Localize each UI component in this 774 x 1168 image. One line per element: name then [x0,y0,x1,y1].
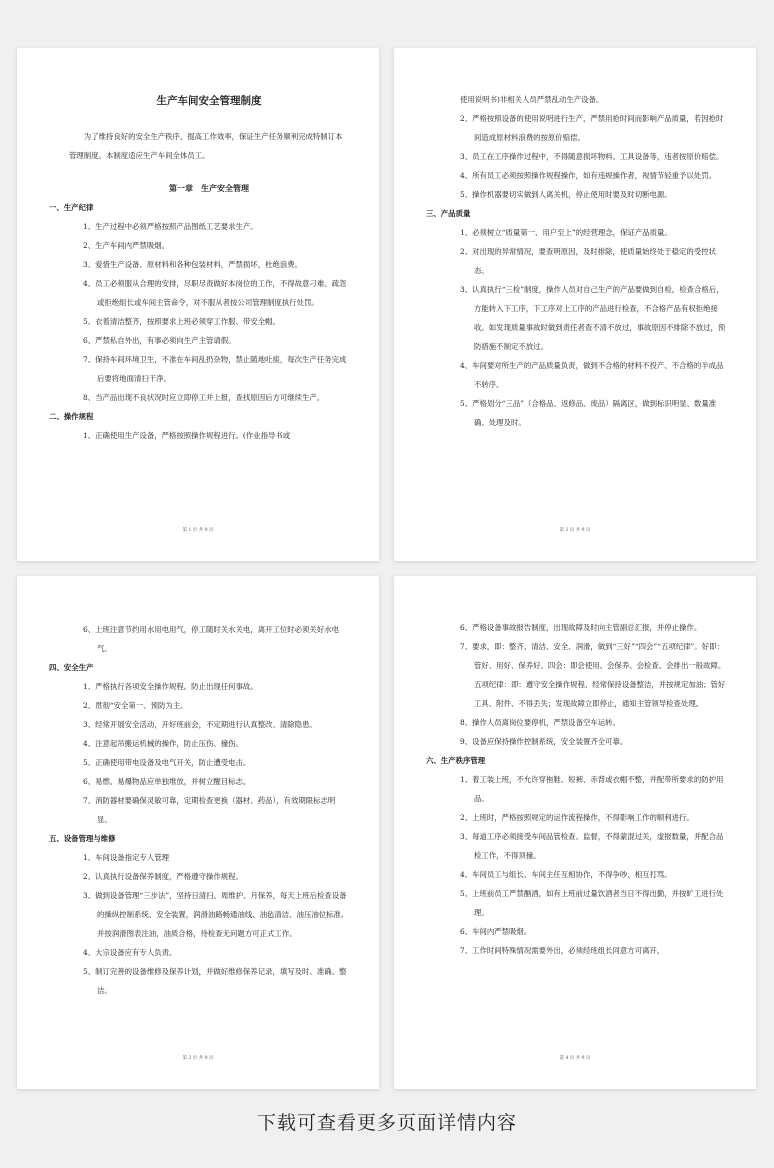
section-heading: 五、设备管理与维修 [49,834,116,843]
list-item: 3、做到设备管理“三步法”，坚持日清扫、周维护、月保养，每天上班后检查设备的操纵控制系统、安全装置，润滑油路畅通油线、油毡清洁、油压油位标准、并按润滑图表注油，油质合格，待检查无问题方可正式工作。 [83,891,349,938]
section-heading: 一、生产纪律 [49,203,94,212]
list-item: 1、车间设备指定专人管理 [83,853,170,862]
section-heading: 六、生产秩序管理 [426,756,486,765]
list-item: 5、上班前员工严禁酗酒，如有上班前过量饮酒者当日不得出勤，并按旷工进行处理。 [460,889,724,917]
list-item: 1、必须树立“质量第一、用户至上”的经营理念，保证产品质量。 [460,228,672,237]
section-heading: 三、产品质量 [426,209,471,218]
list-item: 2、对出现的异常情况，要查明原因，及时排除，使质量始终处于稳定的受控状态。 [460,247,716,275]
document-page-4 [394,576,756,1089]
item-list [69,848,349,1000]
list-item: 9、设备应保持操作控制系统，安全装置齐全可靠。 [460,737,628,746]
page-number: 第 2 页 共 9 页 [559,528,591,533]
list-item: 5、正确使用带电设备及电气开关，防止遭受电击。 [83,758,251,767]
list-item: 3、经常开展安全活动，开好班前会，不定期进行认真整改、清除隐患。 [83,720,317,729]
item-list [69,217,349,407]
list-item: 2、认真执行设备保养制度，严格遵守操作规程。 [83,872,243,881]
list-item: 2、严格按照设备的使用说明进行生产，严禁用抢时间而影响产品质量，若因抢时间造成原材料浪费的按原价赔偿。 [460,114,724,142]
list-item: 8、当产品出现不良状况时应立即停工并上报，查找原因后方可继续生产。 [83,393,325,402]
intro-paragraph: 为了维持良好的安全生产秩序，提高工作效率，保证生产任务顺利完成特制订本管理制度。本制度适应生产车间全体员工。 [69,132,343,160]
list-item: 6、严格设备事故报告制度，出现故障及时向主管副总汇报，并停止操作。 [460,623,702,632]
list-item: 7、消防器材要确保灵敏可靠，定期检查更换（器材、药品），有效期限标志明显。 [83,796,336,824]
section-heading: 二、操作规程 [49,412,94,421]
list-item: 3、认真执行“三检”制度，操作人员对自己生产的产品要做到自检，检查合格后，方能转入下工序，下工序对上工序的产品进行检查，不合格产品有权拒绝接收。如发现质量事故时做到责任者查不清不放过，事故原因不排除不放过，预防措施不制定不放过。 [460,285,726,351]
list-item: 6、车间内严禁吸烟。 [460,927,532,936]
item-list [446,223,728,432]
list-item: 5、严格划分“三品”（合格品、返修品、废品）隔离区，做到标识明显、数量准确、处理及时。 [460,399,717,427]
list-item: 3、员工在工序操作过程中，不得随意损坏物料、工具设备等，违者按原价赔偿。 [460,152,724,161]
item-list [69,620,349,658]
list-item: 7、要求，即：整齐、清洁、安全、润滑，做到“三好”“四会”“五项纪律”。好即：管好、用好、保养好。四会：即会使用、会保养、会检查、会排出一般故障。五项纪律：即：遵守安全操作规程、经常保持设备整洁，并按规定加油；管好工具、附件、不得丢失；发现故障立即停止，通知主管领导检查处理。 [460,642,726,708]
document-page-3 [17,576,379,1089]
item-list [446,770,728,960]
list-item: 3、爱惜生产设备、原材料和各种包装材料，严禁损坏，杜绝浪费。 [83,260,303,269]
page-number: 第 3 页 共 9 页 [182,1056,214,1061]
list-item: 5、操作机器要切实做到人离关机，停止使用时要及时切断电源。 [460,190,672,199]
item-list [69,426,349,445]
list-item: 2、贯彻“安全第一、预防为主。 [83,701,188,710]
page-number: 第 1 页 共 9 页 [182,528,214,533]
item-list [69,677,349,829]
page-number: 第 4 页 共 9 页 [559,1056,591,1061]
list-item: 5、衣着清洁整齐，按照要求上班必须穿工作服、带安全帽。 [83,317,280,326]
list-item: 4、所有员工必须按照操作规程操作，如有违规操作者，视情节轻重予以处罚。 [460,171,716,180]
section-heading: 四、安全生产 [49,663,94,672]
list-item: 6、易燃、易爆物品应单独堆放，并树立醒目标志。 [83,777,251,786]
list-item: 6、上班注意节约用水用电用气，停工随时关水关电，离开工位时必须关好水电气。 [83,625,339,653]
list-item: 7、保持车间环境卫生，不准在车间乱扔杂物，禁止随地吐痰，每次生产任务完成后要将地面清扫干净。 [83,355,347,383]
list-item: 8、操作人员离岗位要停机，严禁设备空车运转。 [460,718,620,727]
document-page-1 [17,48,379,561]
list-item: 2、上班时，严格按照规定的运作流程操作，不得影响工作的顺利进行。 [460,813,694,822]
list-item: 1、着工装上班，不允许穿拖鞋、短裤、赤背或衣帽不整，并配带所要求的防护用品。 [460,775,724,803]
list-item: 3、每道工序必须接受车间品管检查、监督，不得蒙混过关，虚报数量，并配合品检工作，不得顶撞。 [460,832,724,860]
list-item: 1、正确使用生产设备，严格按照操作规程进行。(作业指导书或 [83,431,291,440]
chapter-heading: 第一章 生产安全管理 [169,184,249,193]
document-page-2 [394,48,756,561]
document-title: 生产车间安全管理制度 [156,95,262,107]
list-item: 7、工作时间特殊情况需要外出，必须经班组长同意方可离开， [460,946,665,955]
list-item: 4、车间要对所生产的产品质量负责，做到不合格的材料不投产、不合格的半成品不转序。 [460,361,724,389]
list-item: 1、严格执行各项安全操作规程。防止出现任何事故。 [83,682,258,691]
list-item: 4、员工必须服从合理的安排，尽职尽责做好本岗位的工作，不得故意刁难、疏忽或拒绝组长或车间主管命令，对不服从者按公司管理制度执行处罚。 [83,279,347,307]
list-item: 1、生产过程中必须严格按照产品图纸工艺要求生产。 [83,222,258,231]
list-item: 使用说明书)非相关人员严禁乱动生产设备。 [460,95,604,104]
list-item: 2、生产车间内严禁吸烟。 [83,241,170,250]
list-item: 4、车间员工与组长、车间主任互相协作，不得争吵、相互打骂。 [460,870,672,879]
list-item: 4、大宗设备应有专人负责。 [83,948,177,957]
item-list [446,618,728,751]
download-caption: 下载可查看更多页面详情内容 [256,1112,517,1134]
list-item: 5、制订完善的设备维修及保养计划，并做好维修保养记录，填写及时、准确、整洁。 [83,967,347,995]
item-list [446,90,728,204]
list-item: 4、注意起吊搬运机械的操作，防止压伤、撞伤。 [83,739,243,748]
list-item: 6、严禁私自外出，有事必须向生产主管请假。 [83,336,236,345]
